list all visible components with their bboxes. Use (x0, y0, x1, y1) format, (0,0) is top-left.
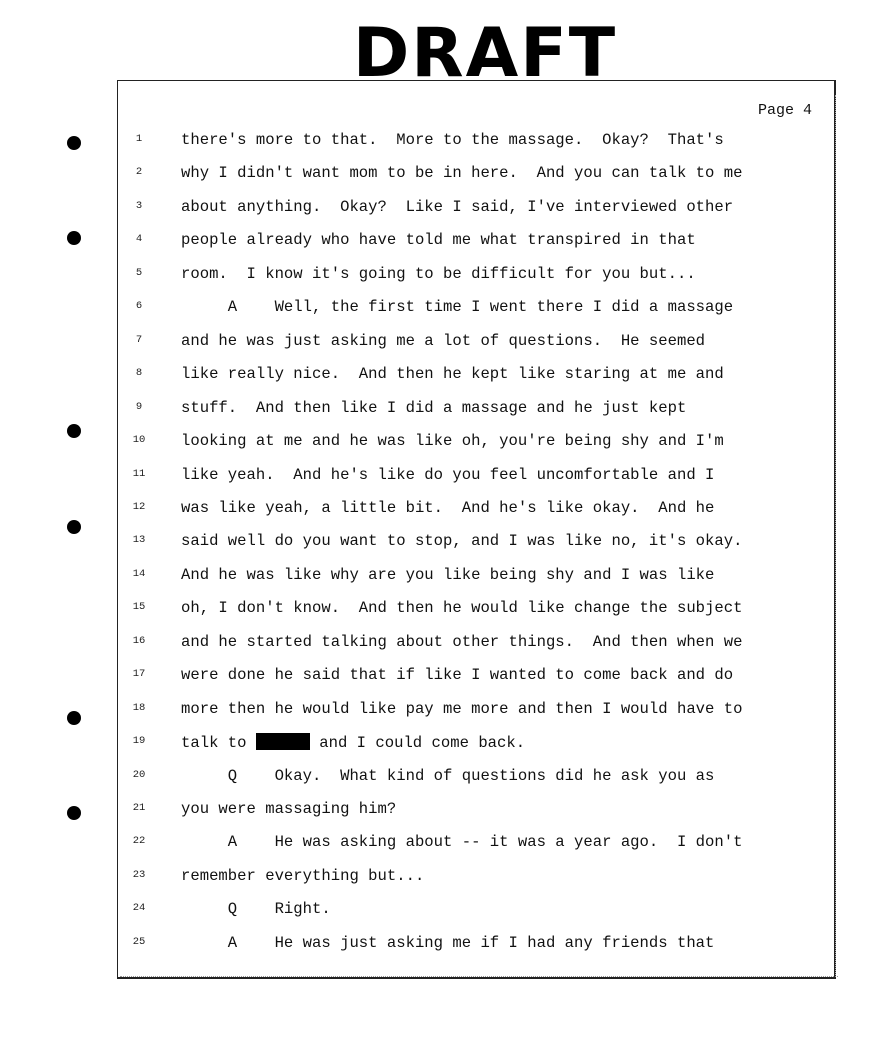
transcript-line (120, 466, 830, 488)
transcript-line (120, 666, 830, 688)
line-number: 15 (132, 601, 146, 614)
transcript-line (120, 332, 830, 354)
line-number: 13 (132, 534, 146, 547)
page-number-label: Page 4 (757, 102, 812, 119)
transcript-line (120, 633, 830, 655)
line-text: more then he would like pay me more and then I would have to (181, 699, 743, 718)
line-number: 10 (132, 434, 146, 447)
line-number: 18 (132, 701, 146, 714)
line-text: were done he said that if like I wanted to come back and do (181, 666, 734, 685)
transcript-line (120, 566, 830, 588)
transcript-line (120, 800, 830, 822)
transcript-line (120, 265, 830, 287)
line-number: 6 (135, 300, 143, 313)
transcript-line (120, 833, 830, 855)
line-number: 19 (132, 735, 146, 748)
line-text: A Well, the first time I went there I did a massage (181, 298, 734, 317)
transcript-line (120, 131, 830, 153)
transcript-line (120, 532, 830, 554)
line-text: And he was like why are you like being shy and I was like (181, 565, 715, 584)
line-number: 1 (135, 133, 143, 145)
line-number: 8 (135, 367, 143, 380)
transcript-line (120, 231, 830, 253)
line-text (181, 733, 525, 752)
line-number: 12 (132, 500, 146, 513)
transcript-line (120, 900, 830, 922)
line-number: 3 (135, 199, 143, 212)
line-text: stuff. And then like I did a massage and he just kept (181, 398, 687, 417)
binder-hole-icon (67, 520, 81, 534)
binder-hole-icon (67, 136, 81, 150)
transcript-line (120, 700, 830, 722)
line-number: 24 (132, 902, 146, 915)
line-text: said well do you want to stop, and I was like no, it's okay. (181, 532, 743, 551)
line-text: why I didn't want mom to be in here. And you can talk to me (181, 164, 743, 183)
line-number: 11 (132, 467, 146, 480)
line-text: like yeah. And he's like do you feel uncomfortable and I (181, 465, 715, 484)
transcript-line (120, 767, 830, 789)
line-text: and he started talking about other things. And then when we (181, 632, 743, 651)
line-number: 4 (135, 233, 143, 246)
transcript-line (120, 365, 830, 387)
binder-hole-icon (67, 711, 81, 725)
binder-hole-icon (67, 424, 81, 438)
line-text: people already who have told me what transpired in that (181, 231, 696, 250)
transcript-line (120, 733, 830, 755)
line-text: you were massaging him? (181, 800, 397, 818)
line-number: 22 (132, 835, 146, 848)
line-text: A He was just asking me if I had any friends that (181, 933, 715, 952)
line-number: 21 (132, 802, 146, 814)
transcript-line (120, 867, 830, 889)
transcript-line (120, 599, 830, 621)
binder-hole-icon (67, 231, 81, 245)
transcript-line (120, 198, 830, 220)
line-text: remember everything but... (181, 866, 425, 885)
line-text: Q Right. (181, 900, 331, 919)
transcript-line (120, 499, 830, 521)
line-number: 25 (132, 935, 146, 948)
line-text: looking at me and he was like oh, you're being shy and I'm (181, 432, 724, 451)
page-bottom-edge (120, 976, 838, 981)
line-number: 16 (132, 634, 146, 647)
line-number: 20 (132, 768, 146, 781)
line-number: 5 (135, 266, 143, 279)
line-number: 2 (135, 166, 143, 179)
line-number: 14 (132, 567, 146, 580)
line-text: A He was asking about -- it was a year ago. I don't (181, 833, 743, 852)
redaction-block (256, 733, 310, 750)
draft-stamp: DRAFT (352, 14, 618, 93)
line-text: and he was just asking me a lot of questions. He seemed (181, 331, 706, 350)
line-number: 17 (132, 668, 146, 681)
transcript-line (120, 934, 830, 956)
line-text: was like yeah, a little bit. And he's like okay. And he (181, 498, 715, 517)
transcript-line (120, 399, 830, 421)
binder-hole-icon (67, 806, 81, 820)
line-number: 7 (135, 333, 143, 346)
line-text: about anything. Okay? Like I said, I've interviewed other (181, 197, 734, 216)
line-number: 9 (135, 400, 143, 413)
line-text: there's more to that. More to the massage. Okay? That's (181, 131, 724, 149)
transcript-line (120, 164, 830, 186)
line-text: like really nice. And then he kept like staring at me and (181, 365, 724, 384)
line-number: 23 (132, 868, 146, 881)
line-text: room. I know it's going to be difficult for you but... (181, 264, 696, 283)
transcript-line (120, 432, 830, 454)
line-text: oh, I don't know. And then he would like change the subject (181, 599, 743, 618)
page-right-edge (835, 95, 839, 975)
transcript-line (120, 298, 830, 320)
line-text-after-redaction: and I could come back. (309, 734, 526, 753)
line-text-before-redaction: talk to (181, 734, 256, 753)
line-text: Q Okay. What kind of questions did he ask you as (181, 766, 715, 785)
